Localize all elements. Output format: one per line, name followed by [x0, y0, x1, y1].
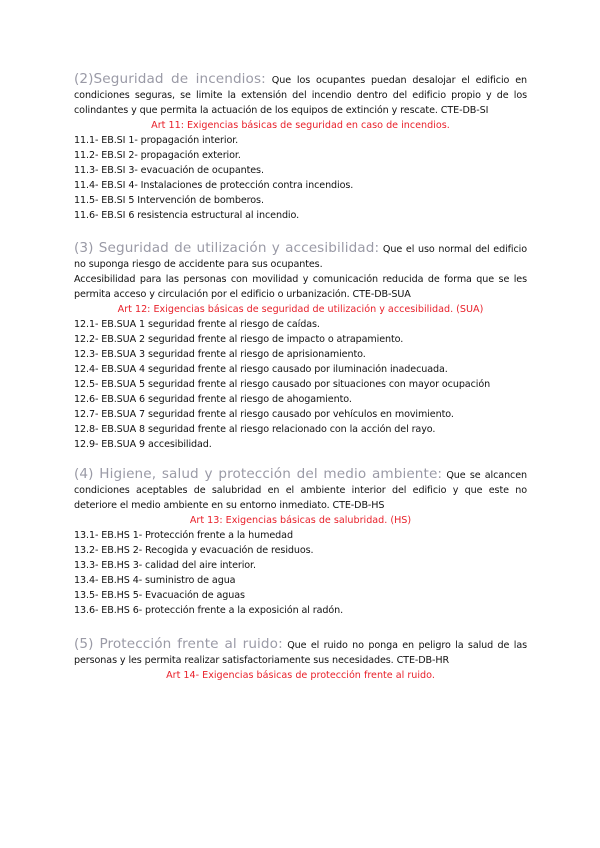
list-item: 13.2- EB.HS 2- Recogida y evacuación de residuos. — [74, 545, 314, 556]
section-paragraph — [74, 467, 527, 513]
section-use-safety-accessibility — [74, 241, 527, 452]
article-title: Art 13: Exigencias básicas de salubridad. (HS) — [189, 515, 412, 526]
section-fire-safety — [74, 72, 527, 223]
list-item: 12.7- EB.SUA 7 seguridad frente al riesgo causado por vehículos en movimiento. — [74, 409, 454, 420]
requirements-list — [74, 528, 527, 618]
section-extra-paragraph: Accesibilidad para las personas con movilidad y comunicación reducida de forma que se les permita acceso y circulación por el edificio o urbanización. CTE-DB-SUA — [74, 274, 527, 300]
list-item: 12.1- EB.SUA 1 seguridad frente al riesgo de caídas. — [74, 319, 320, 330]
section-noise-protection — [74, 637, 527, 683]
section-paragraph — [74, 241, 527, 272]
list-item: 13.6- EB.HS 6- protección frente a la exposición al radón. — [74, 605, 344, 616]
list-item: 13.1- EB.HS 1- Protección frente a la humedad — [74, 530, 293, 541]
list-item: 11.5- EB.SI 5 Intervención de bomberos. — [74, 195, 264, 206]
section-paragraph — [74, 72, 527, 118]
list-item: 12.5- EB.SUA 5 seguridad frente al riesgo causado por situaciones con mayor ocupación — [74, 379, 491, 390]
list-item: 12.4- EB.SUA 4 seguridad frente al riesgo causado por iluminación inadecuada. — [74, 364, 448, 375]
article-title: Art 14- Exigencias básicas de protección frente al ruido. — [166, 670, 435, 681]
list-item: 12.8- EB.SUA 8 seguridad frente al riesgo relacionado con la acción del rayo. — [74, 424, 436, 435]
section-heading: (3) Seguridad de utilización y accesibilidad: — [74, 240, 380, 256]
section-paragraph — [74, 637, 527, 668]
list-item: 12.9- EB.SUA 9 accesibilidad. — [74, 439, 212, 450]
section-intro: Que el ruido no ponga en peligro la salud de las personas y les permita realizar satisfactoriamente sus necesidades. CTE-DB-HR — [74, 640, 527, 666]
section-heading: (2)Seguridad de incendios: — [74, 71, 266, 87]
section-heading: (5) Protección frente al ruido: — [74, 636, 283, 652]
list-item: 13.4- EB.HS 4- suministro de agua — [74, 575, 236, 586]
section-health-environment — [74, 467, 527, 618]
article-title: Art 12: Exigencias básicas de seguridad de utilización y accesibilidad. (SUA) — [117, 304, 484, 315]
section-intro: Que se alcancen condiciones aceptables de salubridad en el ambiente interior del edificio y que este no deteriore el medio ambiente en su entorno inmediato. CTE-DB-HS — [74, 470, 528, 511]
list-item: 11.4- EB.SI 4- Instalaciones de protección contra incendios. — [74, 180, 354, 191]
article-title: Art 11: Exigencias básicas de seguridad en caso de incendios. — [151, 120, 450, 131]
list-item: 13.3- EB.HS 3- calidad del aire interior. — [74, 560, 256, 571]
list-item: 12.2- EB.SUA 2 seguridad frente al riesgo de impacto o atrapamiento. — [74, 334, 404, 345]
section-heading: (4) Higiene, salud y protección del medio ambiente: — [74, 466, 443, 482]
requirements-list — [74, 133, 527, 223]
section-intro: Que los ocupantes puedan desalojar el edificio en condiciones seguras, se limite la extensión del incendio dentro del edificio propio y de los colindantes y que permita la actuación de los equipos de extinción y rescate. CTE-DB-SI — [74, 75, 528, 116]
list-item: 12.3- EB.SUA 3 seguridad frente al riesgo de aprisionamiento. — [74, 349, 366, 360]
section-intro: Que el uso normal del edificio no suponga riesgo de accidente para sus ocupantes. — [74, 244, 528, 270]
requirements-list — [74, 317, 527, 452]
list-item: 13.5- EB.HS 5- Evacuación de aguas — [74, 590, 245, 601]
list-item: 11.6- EB.SI 6 resistencia estructural al incendio. — [74, 210, 300, 221]
list-item: 11.2- EB.SI 2- propagación exterior. — [74, 150, 241, 161]
list-item: 11.1- EB.SI 1- propagación interior. — [74, 135, 239, 146]
list-item: 12.6- EB.SUA 6 seguridad frente al riesgo de ahogamiento. — [74, 394, 352, 405]
list-item: 11.3- EB.SI 3- evacuación de ocupantes. — [74, 165, 264, 176]
